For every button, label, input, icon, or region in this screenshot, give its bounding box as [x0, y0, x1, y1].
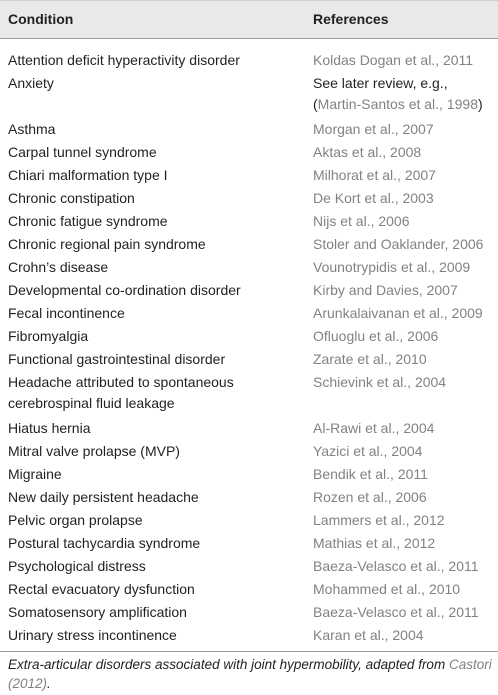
condition-cell: Carpal tunnel syndrome [8, 144, 157, 160]
condition-cell: Anxiety [8, 75, 54, 91]
header-references: References [313, 11, 389, 27]
header-rule [0, 38, 498, 39]
condition-cell: Chronic fatigue syndrome [8, 213, 168, 229]
table-row [0, 600, 498, 623]
table-row [0, 439, 498, 462]
table-caption [8, 655, 492, 693]
reference-link[interactable]: Kirby and Davies, 2007 [313, 282, 458, 298]
condition-cell: Postural tachycardia syndrome [8, 535, 201, 551]
table-row [0, 531, 498, 554]
reference-link[interactable]: Zarate et al., 2010 [313, 351, 427, 367]
condition-cell: Crohn’s disease [8, 259, 109, 275]
reference-link[interactable]: Mathias et al., 2012 [313, 535, 436, 551]
condition-cell: Psychological distress [8, 558, 146, 574]
reference-link[interactable]: Stoler and Oaklander, 2006 [313, 236, 484, 252]
table-row [0, 508, 498, 531]
table-row [0, 577, 498, 600]
reference-link[interactable]: Yazici et al., 2004 [313, 443, 423, 459]
caption-text: Extra-articular disorders associated with joint hypermobility, adapted from [8, 657, 446, 672]
table-row [0, 232, 498, 255]
reference-link[interactable]: Baeza-Velasco et al., 2011 [313, 558, 479, 574]
reference-link[interactable]: Nijs et al., 2006 [313, 213, 410, 229]
table-row [0, 278, 498, 301]
reference-link[interactable]: Arunkalaivanan et al., 2009 [313, 305, 483, 321]
condition-line: cerebrospinal fluid leakage [8, 395, 175, 411]
table-bottom-rule [0, 651, 498, 652]
table-row [0, 554, 498, 577]
reference-link[interactable]: Aktas et al., 2008 [313, 144, 422, 160]
reference-cell [313, 73, 495, 115]
condition-cell: Mitral valve prolapse (MVP) [8, 443, 180, 459]
reference-link[interactable]: Milhorat et al., 2007 [313, 167, 436, 183]
reference-link[interactable]: Martin-Santos et al., 1998 [317, 96, 478, 112]
caption-period: . [47, 676, 51, 691]
table-row [0, 462, 498, 485]
condition-cell: Rectal evacuatory dysfunction [8, 581, 195, 597]
condition-cell: Chronic regional pain syndrome [8, 236, 206, 252]
table-row [0, 370, 498, 416]
reference-link[interactable]: Mohammed et al., 2010 [313, 581, 461, 597]
table-row [0, 301, 498, 324]
condition-cell: Developmental co-ordination disorder [8, 282, 241, 298]
reference-link[interactable]: Karan et al., 2004 [313, 627, 424, 643]
reference-link[interactable]: Rozen et al., 2006 [313, 489, 427, 505]
reference-link[interactable]: Al-Rawi et al., 2004 [313, 420, 435, 436]
reference-link[interactable]: Morgan et al., 2007 [313, 121, 434, 137]
reference-link[interactable]: Bendik et al., 2011 [313, 466, 428, 482]
condition-cell: Asthma [8, 121, 56, 137]
condition-cell: Somatosensory amplification [8, 604, 187, 620]
table-row [0, 140, 498, 163]
condition-cell: Urinary stress incontinence [8, 627, 177, 643]
table-row [0, 347, 498, 370]
reference-link[interactable]: Koldas Dogan et al., 2011 [313, 52, 474, 68]
condition-cell: New daily persistent headache [8, 489, 199, 505]
reference-open-paren: ( [313, 96, 318, 112]
table-header-background [0, 0, 498, 38]
reference-link[interactable]: Baeza-Velasco et al., 2011 [313, 604, 479, 620]
table-row [0, 255, 498, 278]
table-row [0, 186, 498, 209]
condition-cell: Fecal incontinence [8, 305, 125, 321]
table-top-rule [0, 0, 498, 1]
table-row [0, 623, 498, 646]
condition-cell: Hiatus hernia [8, 420, 91, 436]
reference-text: See later review, e.g., [313, 75, 448, 91]
reference-close-paren: ) [477, 96, 483, 112]
table-row [0, 416, 498, 439]
reference-link[interactable]: De Kort et al., 2003 [313, 190, 434, 206]
reference-link[interactable]: Lammers et al., 2012 [313, 512, 445, 528]
table-row [0, 117, 498, 140]
condition-cell [8, 372, 308, 414]
condition-cell: Fibromyalgia [8, 328, 89, 344]
condition-cell: Functional gastrointestinal disorder [8, 351, 226, 367]
reference-link[interactable]: Schievink et al., 2004 [313, 374, 447, 390]
table-row [0, 209, 498, 232]
table-row [0, 71, 498, 117]
table-row [0, 485, 498, 508]
condition-cell: Attention deficit hyperactivity disorder [8, 52, 240, 68]
caption-reference-link[interactable]: Castori (2012) [8, 657, 492, 691]
reference-link[interactable]: Vounotrypidis et al., 2009 [313, 259, 471, 275]
condition-cell: Chronic constipation [8, 190, 135, 206]
table-row [0, 324, 498, 347]
table-row [0, 48, 498, 71]
reference-link[interactable]: Ofluoglu et al., 2006 [313, 328, 439, 344]
condition-cell: Pelvic organ prolapse [8, 512, 143, 528]
table-row [0, 163, 498, 186]
table-body [0, 48, 498, 646]
condition-cell: Chiari malformation type I [8, 167, 168, 183]
reference-line [313, 94, 495, 115]
condition-cell: Migraine [8, 466, 62, 482]
condition-line: Headache attributed to spontaneous [8, 374, 234, 390]
header-condition: Condition [8, 11, 74, 27]
